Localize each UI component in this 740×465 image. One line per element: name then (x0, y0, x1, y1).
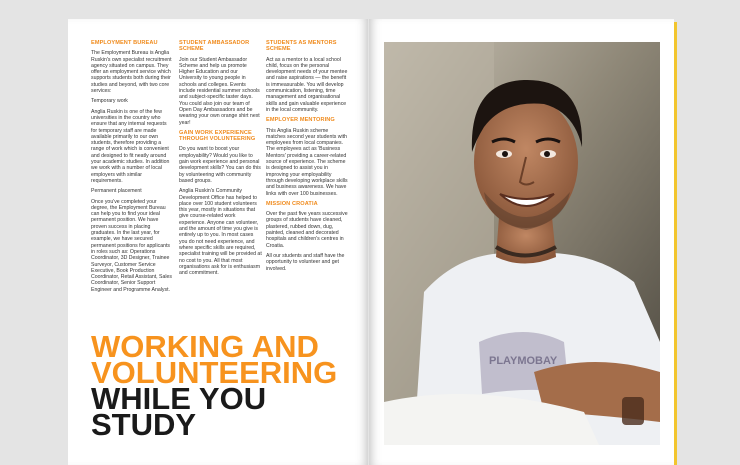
subheading-temporary-work: Temporary work (91, 98, 128, 105)
brochure-spread (68, 19, 674, 465)
shirt-print-text: PLAYMOBAY (489, 355, 558, 367)
left-page (68, 19, 368, 465)
column-3 (266, 40, 349, 276)
body-students-as-mentors: Act as a mentor to a local school child, focus on the personal development needs of your mentee and raise aspirations — the benefit is immeasurable. You will develop communication, listening, time management and organisational skills and gain valuable experience in the local community. (266, 56, 348, 113)
body-student-ambassador: Join our Student Ambassador Scheme and help us promote Higher Education and our University to young people in schools and colleges. Events include residential summer schools and subject-specific taster days. You could also join our team of Open Day Ambassadors and be wearing your own orange shirt next year! (179, 56, 260, 126)
page-headline (91, 329, 366, 442)
heading-student-ambassador: STUDENT AMBASSADOR SCHEME (179, 40, 250, 53)
column-2 (179, 40, 262, 280)
headline-line-4: STUDY (91, 407, 197, 442)
body-volunteering: Do you want to boost your employability? Would you like to gain work experience and personal development skills? You can do this by volunteering with community based groups. (179, 146, 261, 184)
heading-mission-croatia: MISSION CROATIA (266, 200, 318, 207)
heading-employer-mentoring: EMPLOYER MENTORING (266, 117, 335, 124)
headline-line-3: WHILE YOU (91, 381, 267, 416)
body-employer-mentoring: This Anglia Ruskin scheme matches second year students with employees from local companies. The employees act as 'Business Mentors' providing a career-related source of experience. The scheme is designed to assist you in improving your employability through developing workplace skills and business awareness. We have links with over 100 businesses. (266, 127, 348, 197)
body-community-office: Anglia Ruskin's Community Development Office has helped to place over 100 student volunteers this year, mostly in situations that give course-related work experience. Anyone can volunteer, and the amount of time you give is entirely up to you. In most cases you do not need experience, and where specific skills are required, specialist training will be provided at no cost to you. All that most organisations ask for is enthusiasm and commitment. (179, 188, 262, 277)
body-get-involved: All our students and staff have the opportunity to volunteer and get involved. (266, 252, 345, 272)
body-mission-croatia: Over the past five years successive groups of students have cleaned, plastered, rubbed down, dug, painted, cleaned and decorated hospitals and children's centres in Croatia. (266, 211, 348, 249)
smiling-student-illustration (384, 42, 660, 445)
body-permanent-placement: Once you've completed your degree, the Employment Bureau can help you to find your ideal permanent position. We have proven success in placing graduates. In the last year, for example, we have secured permanent positions for applicants in roles such as: Operations Coordinator, 3D Designer, Trainee Surveyor, Customer Service Executive, Book Production Coordinator, Retail Assistant, Sales Coordinator, Senior Support Engineer and Programme Analyst. (91, 198, 173, 293)
heading-volunteering: GAIN WORK EXPERIENCE THROUGH VOLUNTEERING (179, 129, 256, 143)
headline-line-1: WORKING AND (91, 329, 319, 364)
headline-line-2: VOLUNTEERING (91, 355, 338, 390)
heading-students-as-mentors: STUDENTS AS MENTORS SCHEME (266, 40, 337, 53)
heading-employment-bureau: EMPLOYMENT BUREAU (91, 40, 158, 46)
right-page (369, 19, 674, 465)
subheading-permanent-placement: Permanent placement (91, 188, 142, 195)
student-photo (384, 42, 660, 445)
page-edge-strip (674, 22, 677, 465)
body-employment-bureau: The Employment Bureau is Anglia Ruskin's own specialist recruitment agency situated on campus. They offer an employment service which supports students both during their studies and beyond, with two core services: (91, 50, 172, 95)
column-1 (91, 40, 174, 297)
body-temporary-work: Anglia Ruskin is one of the few universities in the country who ensure that any internal requests for temporary staff are made available primarily to our own students, therefore providing a range of work which is convenient and designed to fit neatly around your academic studies. In addition we work with a number of local employers with similar requirements. (91, 108, 170, 184)
